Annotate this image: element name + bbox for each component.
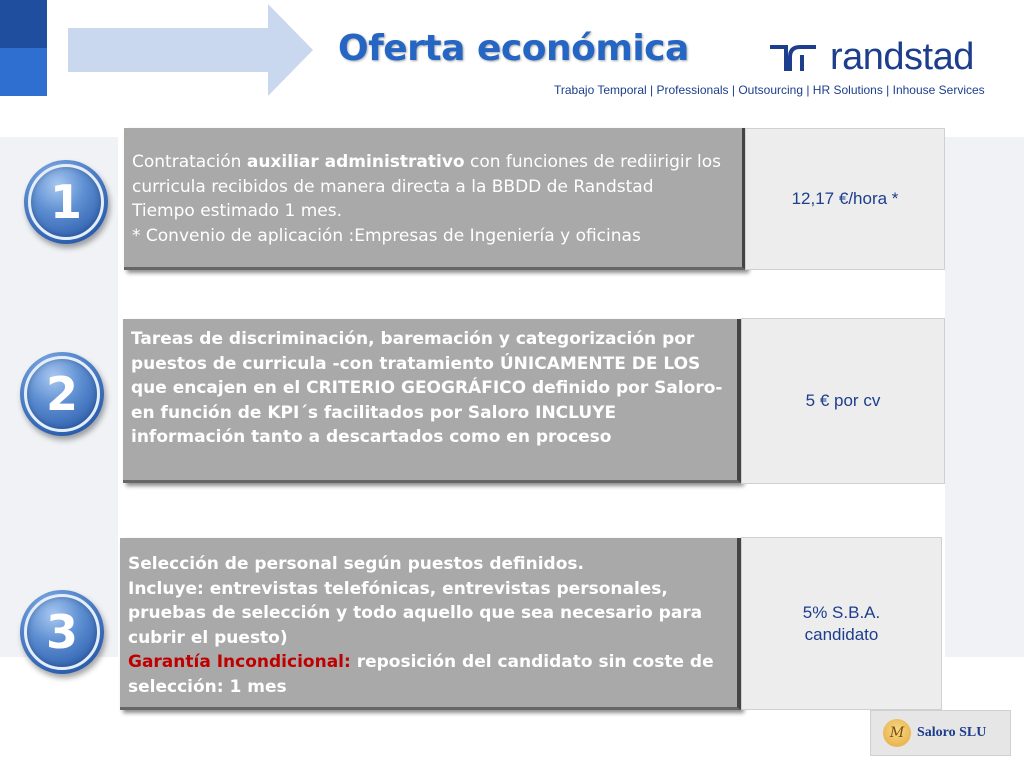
corner-accent-dark <box>0 0 47 48</box>
offer-1-description <box>124 128 746 270</box>
saloro-emblem-icon: M <box>883 719 911 747</box>
offer-2-price <box>741 318 945 484</box>
offer-1-price <box>745 128 945 270</box>
randstad-mark-icon <box>768 43 818 73</box>
offer-3-line2: Incluye: entrevistas telefónicas, entrevistas personales, pruebas de selección y todo aquello que sea necesario para cubrir el puesto) <box>128 578 703 648</box>
offer-3-description <box>120 538 741 710</box>
offer-3-line1: Selección de personal según puestos definidos. <box>128 554 584 574</box>
offer-number-badge: 3 <box>20 590 104 674</box>
offer-1-text-post: con funciones de rediirigir los curricula recibidos de manera directa a la BBDD de Randstad <box>132 152 721 197</box>
offer-2-description <box>123 319 741 483</box>
offer-3-guarantee-label: Garantía Incondicional: <box>128 652 351 672</box>
randstad-logo <box>768 36 974 79</box>
saloro-logo <box>870 710 1011 756</box>
saloro-company-name: Saloro SLU <box>917 725 987 740</box>
page-title: Oferta económica <box>338 28 689 69</box>
offer-1-text-pre: Contratación <box>132 152 247 172</box>
offer-1-role: auxiliar administrativo <box>246 152 465 172</box>
offer-1-agreement: * Convenio de aplicación :Empresas de Ingeniería y oficinas <box>132 225 641 246</box>
brand-name: randstad <box>830 36 974 78</box>
offer-number-badge: 1 <box>24 160 108 244</box>
corner-accent-light <box>0 48 47 96</box>
offer-number-badge: 2 <box>20 352 104 436</box>
brand-tagline: Trabajo Temporal | Professionals | Outsourcing | HR Solutions | Inhouse Services <box>554 83 985 97</box>
offer-3-price-line2: candidato <box>804 624 879 644</box>
offer-2-text: Tareas de discriminación, baremación y categorización por puestos de curricula -con tratamiento ÚNICAMENTE DE LOS que encajen en el CRITERIO GEOGRÁFICO definido por Saloro- en función de KPI´s facilitados por Saloro INCLUYE información tanto a descartados como en proceso <box>131 329 723 447</box>
offer-1-duration: Tiempo estimado 1 mes. <box>132 201 342 221</box>
offer-1-price-label: 12,17 €/hora * <box>791 189 899 208</box>
offer-2-price-label: 5 € por cv <box>805 391 881 410</box>
offer-3-price <box>741 537 942 710</box>
background-panel <box>945 137 1024 657</box>
offer-3-price-line1: 5% S.B.A. <box>802 602 881 622</box>
offer-3-guarantee-text: reposición del candidato sin coste de selección: 1 mes <box>128 652 714 697</box>
header-arrow-icon <box>68 4 313 96</box>
